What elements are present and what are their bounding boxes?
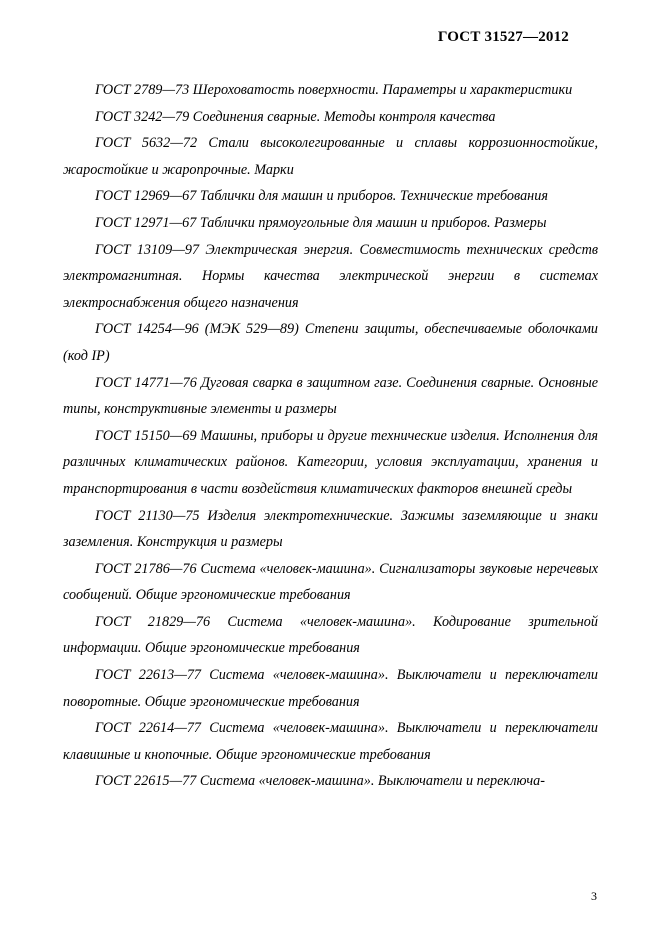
reference-entry: ГОСТ 22613—77 Система «человек-машина». Выключатели и переключатели поворотные. Общие эргономические требования [63, 667, 598, 710]
reference-entry: ГОСТ 21829—76 Система «человек-машина». Кодирование зрительной информации. Общие эргономические требования [63, 613, 598, 657]
reference-entry: ГОСТ 5632—72 Стали высоколегированные и сплавы коррозионностойкие, жаростойкие и жаропрочные. Марки [63, 135, 598, 178]
reference-entry: ГОСТ 3242—79 Соединения сварные. Методы контроля качества [95, 108, 496, 125]
reference-entry: ГОСТ 14771—76 Дуговая сварка в защитном газе. Соединения сварные. Основные типы, конструктивные элементы и размеры [63, 374, 598, 418]
reference-entry: ГОСТ 2789—73 Шероховатость поверхности. Параметры и характеристики [95, 82, 573, 98]
document-header: ГОСТ 31527—2012 [437, 29, 569, 45]
normative-references-list [63, 77, 598, 795]
reference-entry: ГОСТ 22615—77 Система «человек-машина». Выключатели и переключа- [95, 773, 545, 790]
reference-entry: ГОСТ 22614—77 Система «человек-машина». Выключатели и переключатели клавишные и кнопочные. Общие эргономические требования [63, 720, 598, 763]
reference-entry: ГОСТ 12971—67 Таблички прямоугольные для машин и приборов. Размеры [95, 214, 547, 231]
reference-entry: ГОСТ 21786—76 Система «человек-машина». Сигнализаторы звуковые неречевых сообщений. Общие эргономические требования [63, 560, 598, 604]
page-number: 3 [591, 889, 597, 903]
reference-entry: ГОСТ 13109—97 Электрическая энергия. Совместимость технических средств электромагнитная. Нормы качества электрической энергии в системах электроснабжения общего назначения [63, 241, 598, 311]
reference-entry: ГОСТ 14254—96 (МЭК 529—89) Степени защиты, обеспечиваемые оболочками (код IP) [63, 321, 598, 364]
reference-entry: ГОСТ 12969—67 Таблички для машин и приборов. Технические требования [95, 188, 548, 205]
reference-entry: ГОСТ 21130—75 Изделия электротехнические. Зажимы заземляющие и знаки заземления. Конструкция и размеры [63, 507, 598, 551]
reference-entry: ГОСТ 15150—69 Машины, приборы и другие технические изделия. Исполнения для различных климатических районов. Категории, условия эксплуатации, хранения и транспортирования в части воздействия климатических факторов внешней среды [63, 427, 598, 497]
